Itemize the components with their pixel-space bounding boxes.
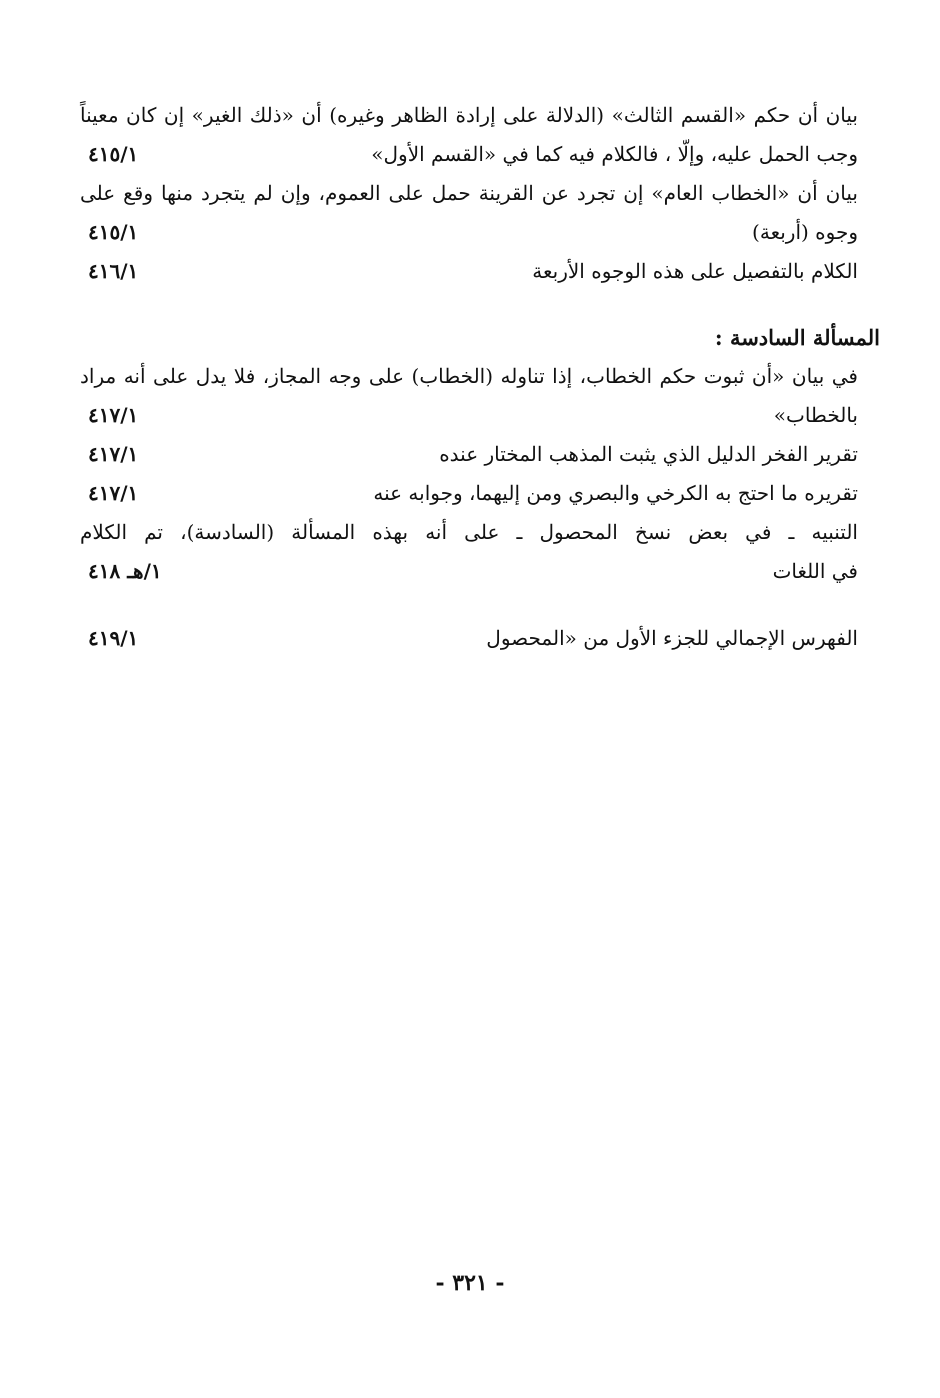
section-heading-line (80, 323, 880, 359)
index-block-c (80, 621, 858, 660)
page-reference: ٤١٦/١ (88, 259, 139, 283)
index-line-text: تقريره ما احتج به الكرخي والبصري ومن إليهما، وجوابه عنه (373, 481, 858, 505)
index-line-text: وجب الحمل عليه، وإلّا ، فالكلام فيه كما في «القسم الأول» (371, 142, 858, 166)
index-line-text: الفهرس الإجمالي للجزء الأول من «المحصول (486, 626, 858, 650)
index-line (80, 476, 858, 515)
index-line (80, 359, 858, 398)
index-line (80, 215, 858, 254)
index-content (80, 98, 880, 660)
index-block-a (80, 98, 858, 293)
page-reference: ٤١٧/١ (88, 442, 139, 466)
page-reference: ٤١٩/١ (88, 626, 139, 650)
index-line-text: في اللغات (772, 559, 858, 583)
index-line-text: بيان أن «الخطاب العام» إن تجرد عن القرينة حمل على العموم، وإن لم يتجرد منها وقع على (80, 181, 858, 205)
page-reference: ٤١٥/١ (88, 142, 139, 166)
section-heading: المسألة السادسة : (714, 325, 880, 350)
spacer (80, 593, 858, 621)
index-line-text: بيان أن حكم «القسم الثالث» (الدلالة على إرادة الظاهر وغيره) أن «ذلك الغير» إن كان معيناً (80, 103, 858, 127)
page-number: - ٣٢١ - (435, 1270, 505, 1296)
index-line (80, 398, 858, 437)
index-line (80, 554, 858, 593)
index-line (80, 515, 858, 554)
page-reference: ٤١٥/١ (88, 220, 139, 244)
page-reference: ١/هـ ٤١٨ (88, 559, 162, 583)
index-line-text: تقرير الفخر الدليل الذي يثبت المذهب المختار عنده (439, 442, 858, 466)
index-line (80, 176, 858, 215)
index-line-text: في بيان «أن ثبوت حكم الخطاب، إذا تناوله (الخطاب) على وجه المجاز، فلا يدل على أنه مراد (80, 364, 858, 388)
page-reference: ٤١٧/١ (88, 403, 139, 427)
index-line (80, 621, 858, 660)
page-reference: ٤١٧/١ (88, 481, 139, 505)
index-line-text: بالخطاب» (773, 403, 858, 427)
index-line-text: الكلام بالتفصيل على هذه الوجوه الأربعة (532, 259, 858, 283)
index-line (80, 98, 858, 137)
index-line (80, 437, 858, 476)
index-block-b (80, 359, 858, 593)
index-line (80, 254, 858, 293)
index-line-text: وجوه (أربعة) (752, 220, 858, 244)
index-line (80, 137, 858, 176)
index-line-text: التنبيه ـ في بعض نسخ المحصول ـ على أنه بهذه المسألة (السادسة)، تم الكلام (80, 520, 858, 544)
